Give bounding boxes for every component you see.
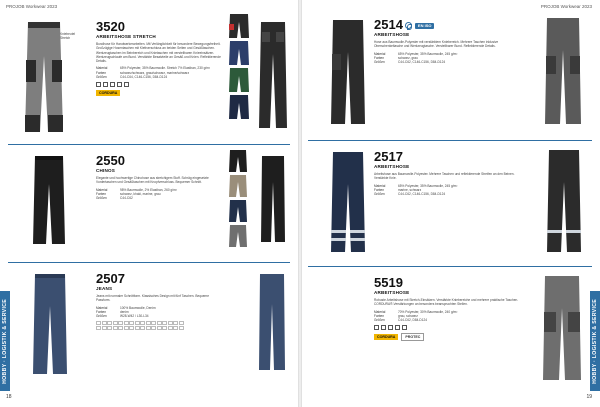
size-grid-cell xyxy=(168,326,173,330)
left-page xyxy=(0,0,298,407)
spec-value: schwarz, khaki, marine, grau xyxy=(120,191,161,196)
product-2550 xyxy=(8,150,298,250)
product-description: Elegante und hochwertige Chinohose aus stretchigem Stoff. Schräg eingesetzte Vordertaschen und Gesäßtaschen mit Knopfverschluss. Bequemer Schnitt. xyxy=(96,176,209,185)
product-description: Bundhose für Handwerkerarbeiten. Mit Verlänglichkeit für besondere Bewegungsfreiheit. Großzügige Hosentaschen mit Klettverschluss an beiden Seiten und Gesäßtaschen. Werkzeugtaschen im Beinbereich und Knietaschen mit verstellbaren Knieeinsätzen. Werkzeugschlaufe am Bund. Verstärkte Besatzteile an Gesäß und Knien. Reflektierende Details. xyxy=(96,42,221,64)
size-grid xyxy=(96,321,216,330)
product-3520 xyxy=(8,14,298,142)
size-grid-cell xyxy=(135,321,140,325)
size-grid-cell xyxy=(146,321,151,325)
product-5519 xyxy=(308,272,592,388)
eco-icon xyxy=(405,22,412,29)
page-number: 19 xyxy=(586,394,592,400)
spec-value: C44-C62 xyxy=(120,196,133,201)
spec-value: 100% Baumwolle, Denim xyxy=(120,305,156,310)
section-divider xyxy=(8,262,290,263)
size-grid-cell xyxy=(102,326,107,330)
spec-key: Material xyxy=(96,66,108,71)
spec-value: 65% Polyester, 35% Baumwolle, 245 g/m² xyxy=(398,183,458,188)
size-grid-cell xyxy=(140,321,145,325)
spec-value: C44-C62, C146-C156, D84-D124 xyxy=(398,60,446,65)
spec-key: Farben xyxy=(96,70,107,75)
product-image-back xyxy=(258,20,288,130)
dry-icon xyxy=(402,325,407,330)
size-grid-cell xyxy=(179,321,184,325)
size-grid-cell xyxy=(107,321,112,325)
iron-icon xyxy=(110,82,115,87)
spec-value: C44-C64, C146-C156, D84-D124 xyxy=(120,75,168,80)
section-side-tab xyxy=(590,291,600,391)
dryclean-icon xyxy=(117,82,122,87)
size-grid-cell xyxy=(96,321,101,325)
side-tab-label: HOBBY · LOGISTIK & SERVICE xyxy=(592,298,598,384)
brand-logos xyxy=(96,90,224,96)
size-grid-cell xyxy=(162,321,167,325)
spec-value: grau, schwarz xyxy=(398,313,418,318)
product-image-main xyxy=(24,20,64,135)
product-image-back xyxy=(258,272,286,372)
product-number: 2517 xyxy=(374,149,403,164)
spec-value: C44-C62, C146-C156, D84-D124 xyxy=(398,192,446,197)
size-grid-cell xyxy=(96,326,101,330)
product-specs xyxy=(374,310,524,323)
product-name: JEANS xyxy=(96,286,113,291)
spec-key: Material xyxy=(374,309,386,314)
product-image-back xyxy=(544,16,582,126)
product-number: 3520 xyxy=(96,19,125,34)
certification-badge: EN ISO xyxy=(415,23,435,29)
size-grid-cell xyxy=(102,321,107,325)
spec-value: W28-W42 / L30-L34 xyxy=(120,314,149,319)
right-page xyxy=(302,0,600,407)
size-grid-cell xyxy=(129,321,134,325)
spec-key: Farben xyxy=(374,187,385,192)
spec-key: Farben xyxy=(96,191,107,196)
product-specs xyxy=(374,52,524,65)
iron-icon xyxy=(388,325,393,330)
product-name: ARBEITSHOSE xyxy=(374,164,410,169)
size-grid-cell xyxy=(151,321,156,325)
size-grid-cell xyxy=(162,326,167,330)
product-description: Jeans mit normaler Schnittform. Klassisches Design mit fünf Taschen. Bequeme Passform. xyxy=(96,294,209,303)
product-name: ARBEITSHOSE xyxy=(374,32,410,37)
size-grid-cell xyxy=(146,326,151,330)
care-symbols xyxy=(374,325,524,330)
product-specs xyxy=(374,184,524,197)
variant-swatch xyxy=(228,150,248,172)
variant-swatch xyxy=(228,41,250,65)
cordura-logo: CORDURA xyxy=(96,90,120,96)
spec-value: 65% Polyester, 35% Baumwolle. Stretch 7% Elasthan, 230 g/m² xyxy=(120,66,211,71)
size-grid-cell xyxy=(129,326,134,330)
section-divider xyxy=(8,144,290,145)
product-specs xyxy=(96,188,216,201)
product-image-back xyxy=(260,154,286,244)
spec-value: 70% Polyester, 30% Baumwolle, 240 g/m² xyxy=(398,309,458,314)
cordura-logo: CORDURA xyxy=(374,334,398,340)
size-grid-cell xyxy=(140,326,145,330)
product-name: ARBEITSHOSE xyxy=(374,290,410,295)
product-name: CHINOS xyxy=(96,168,116,173)
variant-swatch xyxy=(228,225,248,247)
product-2517 xyxy=(308,146,592,262)
product-description: Robuste Arbeitshose mit Stretch-Einsätzen. Verstärkte Kniebereiche und mehrere praktische Taschen. CORDURA®-Verstärkungen an besonders beanspruchten Stellen. xyxy=(374,298,519,307)
spec-key: Größen xyxy=(374,192,385,197)
product-image-main xyxy=(330,18,366,126)
wash-icon xyxy=(96,82,101,87)
size-grid-cell xyxy=(124,321,129,325)
spec-key: Größen xyxy=(96,314,107,319)
product-2514 xyxy=(308,14,592,134)
size-grid-cell xyxy=(118,321,123,325)
size-grid-cell xyxy=(124,326,129,330)
size-grid-cell xyxy=(113,326,118,330)
variant-swatch xyxy=(228,68,250,92)
wash-icon xyxy=(374,325,379,330)
care-symbols xyxy=(96,82,224,87)
spec-key: Material xyxy=(374,183,386,188)
spec-value: schwarz, grau xyxy=(398,55,418,60)
brand-logos xyxy=(374,333,524,341)
size-grid-cell xyxy=(107,326,112,330)
product-image-main xyxy=(330,150,366,254)
product-image-main xyxy=(32,272,68,376)
product-specs xyxy=(96,306,216,319)
spec-key: Größen xyxy=(374,318,385,323)
product-image-main xyxy=(542,274,582,382)
color-variants xyxy=(228,14,250,119)
product-number: 2507 xyxy=(96,271,125,286)
spec-value: 98% Baumwolle, 2% Elasthan, 260 g/m² xyxy=(120,187,177,192)
size-grid-cell xyxy=(151,326,156,330)
size-grid-cell xyxy=(157,321,162,325)
dryclean-icon xyxy=(395,325,400,330)
section-side-tab xyxy=(0,291,10,391)
side-tab-label: HOBBY · LOGISTIK & SERVICE xyxy=(2,298,8,384)
spec-value: 65% Polyester, 35% Baumwolle, 245 g/m² xyxy=(398,51,458,56)
spec-value: marine, schwarz xyxy=(398,187,422,192)
inset-label: Kniebeutel Stretch xyxy=(60,32,76,40)
spec-key: Farben xyxy=(374,313,385,318)
variant-swatch xyxy=(228,14,250,38)
product-number-text: 2514 xyxy=(374,17,403,32)
spec-key: Material xyxy=(96,305,108,310)
size-grid-cell xyxy=(179,326,184,330)
spec-key: Größen xyxy=(96,75,107,80)
spec-value: schwarz/schwarz, grau/schwarz, marine/schwarz xyxy=(120,70,190,75)
variant-swatch xyxy=(228,95,250,119)
product-number xyxy=(374,18,524,31)
product-name: ARBEITSHOSE STRETCH xyxy=(96,34,156,39)
dry-icon xyxy=(124,82,129,87)
variant-swatch xyxy=(228,175,248,197)
product-image-back xyxy=(546,148,582,254)
color-variants xyxy=(228,150,248,247)
spec-key: Farben xyxy=(374,55,385,60)
running-header: PROJOB Workwear 2023 xyxy=(540,4,592,9)
spec-key: Größen xyxy=(374,60,385,65)
bleach-icon xyxy=(381,325,386,330)
product-specs xyxy=(96,66,224,79)
spec-key: Material xyxy=(96,187,108,192)
spec-value: denim xyxy=(120,309,129,314)
bleach-icon xyxy=(103,82,108,87)
spec-value: C44-C62, D84-D124 xyxy=(398,318,428,323)
product-2507 xyxy=(8,268,298,384)
size-grid-cell xyxy=(168,321,173,325)
spec-key: Größen xyxy=(96,196,107,201)
protec-logo: PROTEC xyxy=(401,333,424,341)
running-header: PROJOB Workwear 2023 xyxy=(6,4,58,9)
product-number: 5519 xyxy=(374,275,403,290)
page-number: 18 xyxy=(6,394,12,400)
product-image-main xyxy=(32,154,66,246)
product-description: Hose aus Baumwolle-Polyester mit verstärktem Kniebereich. Mehrere Taschen inklusive Oberschenkeltasche und Werkzeugtasche. Verstellbarer Bund. Reflektierende Details. xyxy=(374,40,499,49)
spec-key: Material xyxy=(374,51,386,56)
size-grid-cell xyxy=(135,326,140,330)
section-divider xyxy=(308,266,592,267)
size-grid-cell xyxy=(173,326,178,330)
size-grid-cell xyxy=(118,326,123,330)
size-grid-cell xyxy=(157,326,162,330)
size-grid-cell xyxy=(173,321,178,325)
product-description: Arbeitshose aus Baumwolle-Polyester. Mehrere Taschen und reflektierende Streifen an den Beinen. Verstärkte Knie. xyxy=(374,172,515,181)
size-grid-cell xyxy=(113,321,118,325)
product-number: 2550 xyxy=(96,153,125,168)
variant-swatch xyxy=(228,200,248,222)
spec-key: Farben xyxy=(96,309,107,314)
section-divider xyxy=(308,140,592,141)
